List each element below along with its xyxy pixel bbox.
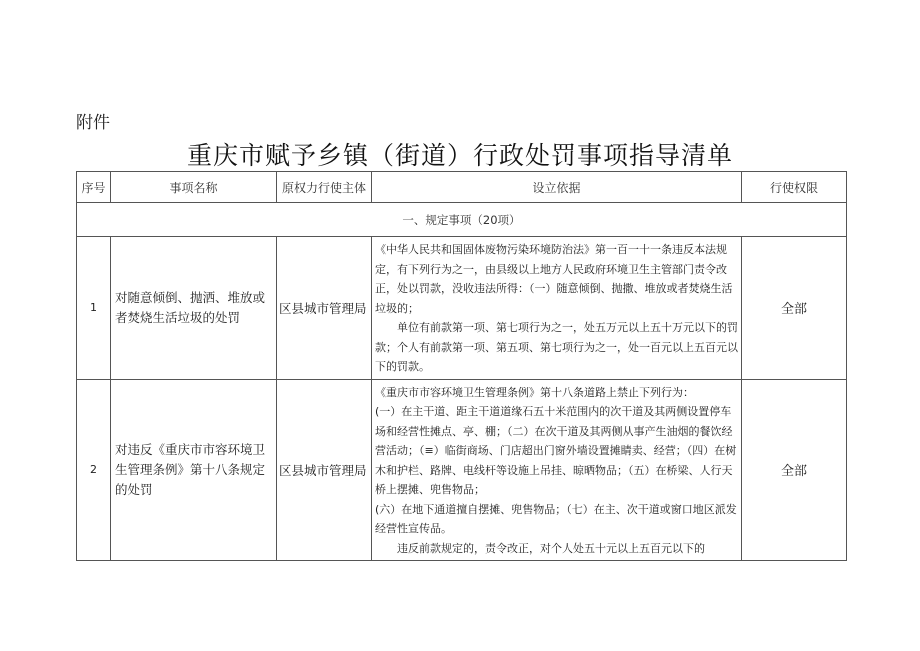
scope-value: 全部 — [742, 379, 847, 561]
table-header-row — [77, 172, 847, 203]
legal-basis — [372, 379, 742, 561]
scope-value: 全部 — [742, 237, 847, 380]
legal-basis — [372, 237, 742, 380]
item-name: 对违反《重庆市市容环境卫生管理条例》第十八条规定的处罚 — [111, 379, 277, 561]
section-row — [77, 203, 847, 237]
row-number: 1 — [77, 237, 111, 380]
legal-basis-paragraph: (一）在主干道、距主干道道缘石五十米范围内的次干道及其两侧设置停车场和经营性摊点、亭、棚；（二）在次干道及其两侧从事产生油烟的餐饮经营活动；（≡）临街商场、门店超出门窗外墙设置摊睛卖、经营；（四）在树木和护栏、路牌、电线杆等设施上吊挂、晾晒物品；（五）在桥梁、人行天桥上摆摊、兜售物品； — [375, 405, 737, 496]
column-header-name: 事项名称 — [111, 172, 277, 203]
column-header-subject: 原权力行使主体 — [277, 172, 372, 203]
item-name: 对随意倾倒、抛洒、堆放或者焚烧生活垃圾的处罚 — [111, 237, 277, 380]
section-label: 一、规定事项（20项） — [77, 203, 847, 237]
attachment-label: 附件 — [76, 113, 110, 133]
legal-basis-paragraph: 《重庆市市容环境卫生管理条例》第十八条道路上禁止下列行为： — [375, 385, 694, 399]
authority-subject: 区县城市管理局 — [277, 379, 372, 561]
column-header-basis: 设立依据 — [372, 172, 742, 203]
page-title: 重庆市赋予乡镇（街道）行政处罚事项指导清单 — [186, 141, 733, 170]
legal-basis-paragraph: 单位有前款第一项、第七项行为之一，处五万元以上五十万元以下的罚款；个人有前款第一项、第五项、第七项行为之一，处一百元以上五百元以下的罚款。 — [375, 321, 738, 373]
table-row — [77, 379, 847, 561]
legal-basis-paragraph: (六）在地下通道擅自摆摊、兜售物品；（七）在主、次干道或窗口地区派发经营性宣传品。 — [375, 502, 737, 535]
legal-basis-paragraph: 《中华人民共和国固体废物污染环境防治法》第一百一十一条违反本法规定，有下列行为之一，由县级以上地方人民政府环境卫生主管部门责令改正，处以罚款，没收违法所得：（一）随意倾倒、抛撒、堆放或者焚烧生活垃圾的； — [375, 243, 733, 315]
penalty-items-table — [76, 171, 847, 561]
authority-subject: 区县城市管理局 — [277, 237, 372, 380]
column-header-no: 序号 — [77, 172, 111, 203]
table-row — [77, 237, 847, 380]
row-number: 2 — [77, 379, 111, 561]
legal-basis-paragraph: 违反前款规定的，责令改正，对个人处五十元以上五百元以下的 — [397, 541, 705, 555]
column-header-scope: 行使权限 — [742, 172, 847, 203]
